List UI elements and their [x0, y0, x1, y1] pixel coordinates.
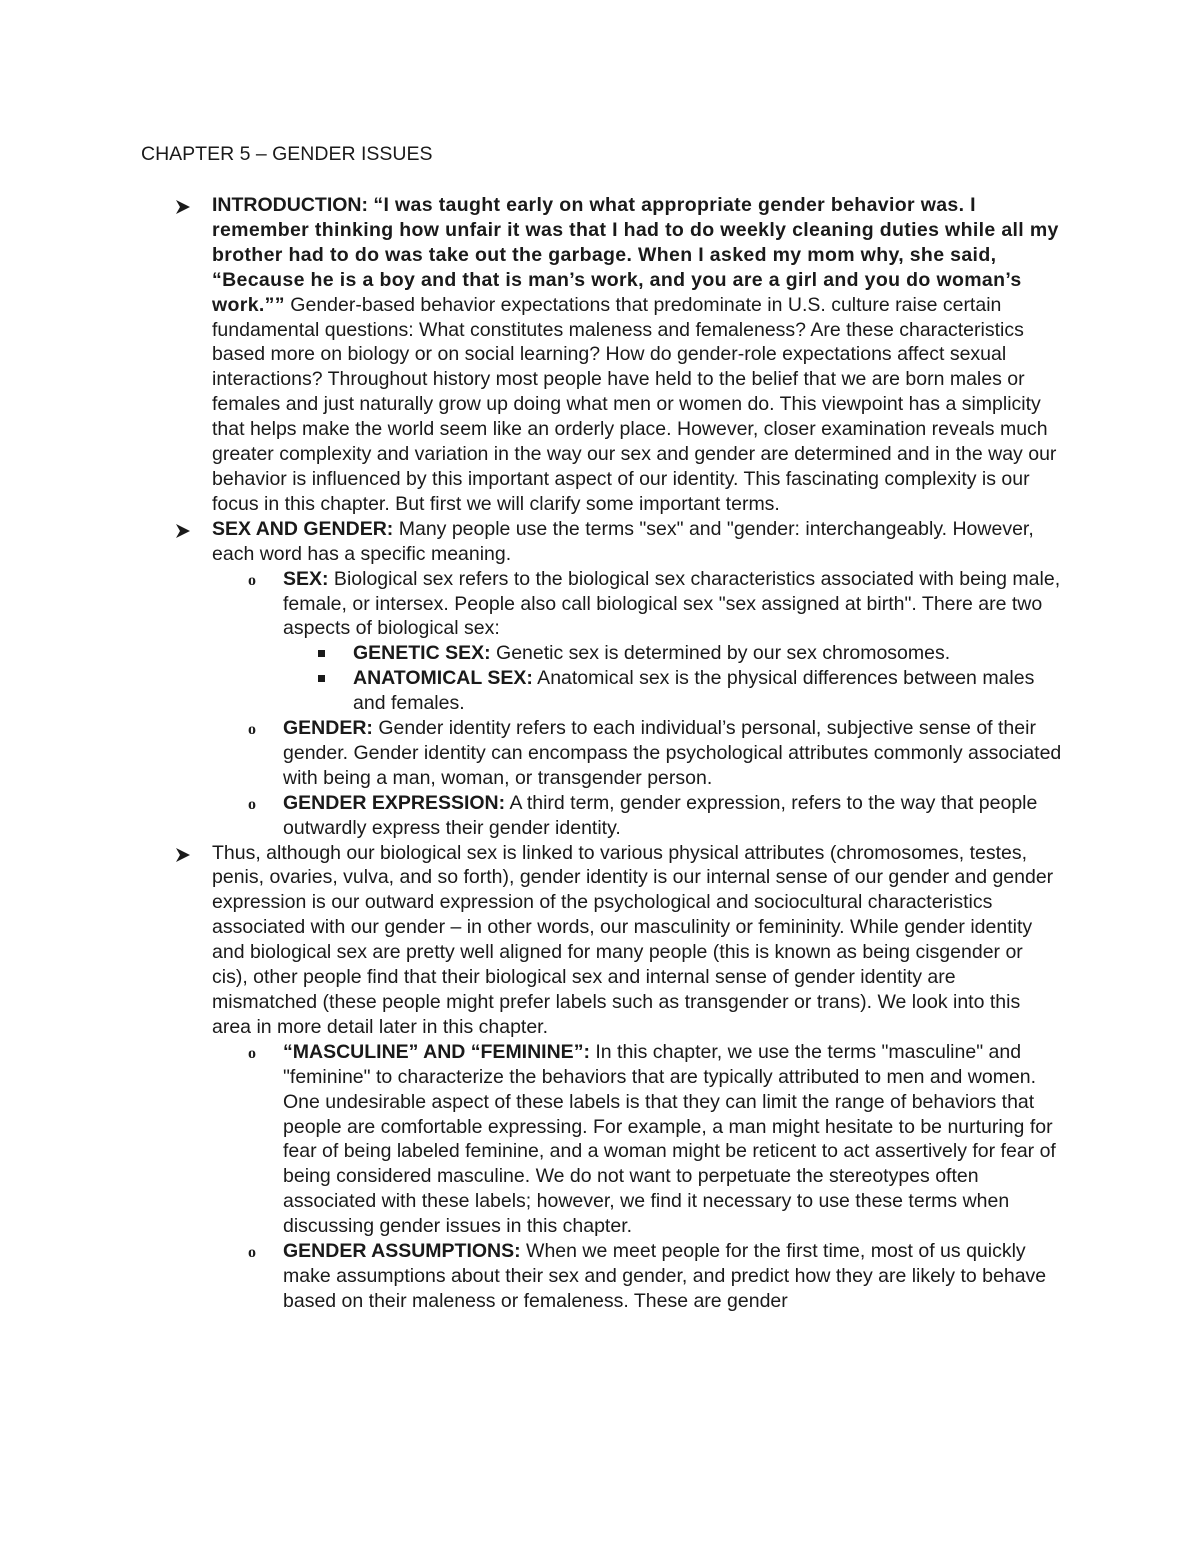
item-text: Gender-based behavior expectations that predominate in U.S. culture raise certain fundamental questions: What constitutes maleness and femaleness? Are these characteristics based more on biology or on social learning? How do gender-role expectations affect sexual interactions? Throughout history most people have held to the belief that we are born males or females and just naturally grow up doing what men or women do. This viewpoint has a simplicity that helps make the world seem like an orderly place. However, closer examination reveals much greater complexity and variation in the way our sex and gender are determined and in the way our behavior is influenced by this important aspect of our identity. This fascinating complexity is our focus in this chapter. But first we will clarify some important terms. — [212, 293, 1057, 515]
item-text: Anatomical sex is the physical differences between males and females. — [353, 667, 1035, 715]
arrow-bullet-icon — [175, 842, 191, 863]
item-text: Many people use the terms "sex" and "gender: interchangeably. However, each word has a specific meaning. — [212, 517, 1034, 565]
item-lead: INTRODUCTION: — [212, 194, 374, 216]
item-lead: GENDER ASSUMPTIONS: — [283, 1240, 521, 1263]
circle-bullet-icon: o — [248, 1244, 256, 1262]
item-text: A third term, gender expression, refers to the way that people outwardly express their gender identity. — [283, 791, 1038, 839]
list-item-thus — [0, 841, 1062, 1040]
list-item-sex-and-gender — [0, 517, 1062, 567]
item-text: Genetic sex is determined by our sex chromosomes. — [490, 642, 951, 665]
item-lead: SEX AND GENDER: — [212, 517, 394, 540]
item-text: Thus, although our biological sex is linked to various physical attributes (chromosomes, testes, penis, ovaries, vulva, and so forth), gender identity is our internal sense of our gender and gender expression is our outward expression of the psychological and sociocultural characteristics associated with our gender – in other words, our masculinity or femininity. While gender identity and biological sex are pretty well aligned for many people (this is known as being cisgender or cis), other people find that their biological sex and internal sense of gender identity are mismatched (these people might prefer labels such as transgender or trans). We look into this area in more detail later in this chapter. — [212, 841, 1054, 1038]
arrow-bullet-icon — [175, 194, 191, 215]
list-item-gender-assumptions — [0, 1239, 1063, 1314]
document-body — [0, 193, 1200, 1314]
item-lead: GENDER: — [283, 717, 373, 740]
item-text: Biological sex refers to the biological sex characteristics associated with being male, female, or intersex. People also call biological sex "sex assigned at birth". There are two aspects of biological sex: — [283, 567, 1061, 640]
circle-bullet-icon: o — [248, 1044, 256, 1062]
list-item-sex — [0, 567, 1063, 642]
circle-bullet-icon: o — [248, 795, 256, 813]
item-text: In this chapter, we use the terms "masculine" and "feminine" to characterize the behaviors that are typically attributed to men and women. One undesirable aspect of these labels is that they can limit the range of behaviors that people are comfortable expressing. For example, a man might hesitate to be nurturing for fear of being labeled feminine, and a woman might be reticent to act assertively for fear of being considered masculine. We do not want to perpetuate the stereotypes often associated with these labels; however, we find it necessary to use these terms when discussing gender issues in this chapter. — [283, 1040, 1056, 1238]
square-bullet-icon — [318, 666, 325, 682]
list-item-genetic-sex — [0, 641, 1063, 666]
circle-bullet-icon: o — [248, 571, 256, 589]
square-bullet-icon — [318, 641, 325, 657]
list-item-masculine-feminine — [0, 1040, 1063, 1239]
arrow-bullet-icon — [175, 518, 191, 539]
list-item-introduction — [0, 193, 1062, 517]
item-lead: SEX: — [283, 567, 329, 590]
item-text: Gender identity refers to each individual’s personal, subjective sense of their gender. Gender identity can encompass the psychological attributes commonly associated with being a man, woman, or transgender person. — [283, 717, 1062, 789]
item-lead: GENETIC SEX: — [353, 642, 491, 665]
item-lead: GENDER EXPRESSION: — [283, 791, 506, 814]
item-lead: “MASCULINE” AND “FEMININE”: — [283, 1040, 590, 1063]
list-item-anatomical-sex — [0, 666, 1063, 716]
item-lead: ANATOMICAL SEX: — [353, 667, 533, 690]
item-text: When we meet people for the first time, most of us quickly make assumptions about their sex and gender, and predict how they are likely to behave based on their maleness or femaleness. These are gender — [283, 1240, 1047, 1312]
intro-quote: “I was taught early on what appropriate gender behavior was. I remember thinking how unfair it was that I had to do weekly cleaning duties while all my brother had to do was take out the garbage. When I asked my mom why, she said, “Because he is a boy and that is man’s work, and you are a girl and you do woman’s work.”” — [212, 194, 1059, 316]
list-item-gender — [0, 716, 1063, 791]
list-item-gender-expression — [0, 791, 1063, 841]
chapter-title: CHAPTER 5 – GENDER ISSUES — [141, 143, 433, 165]
circle-bullet-icon: o — [248, 721, 256, 739]
